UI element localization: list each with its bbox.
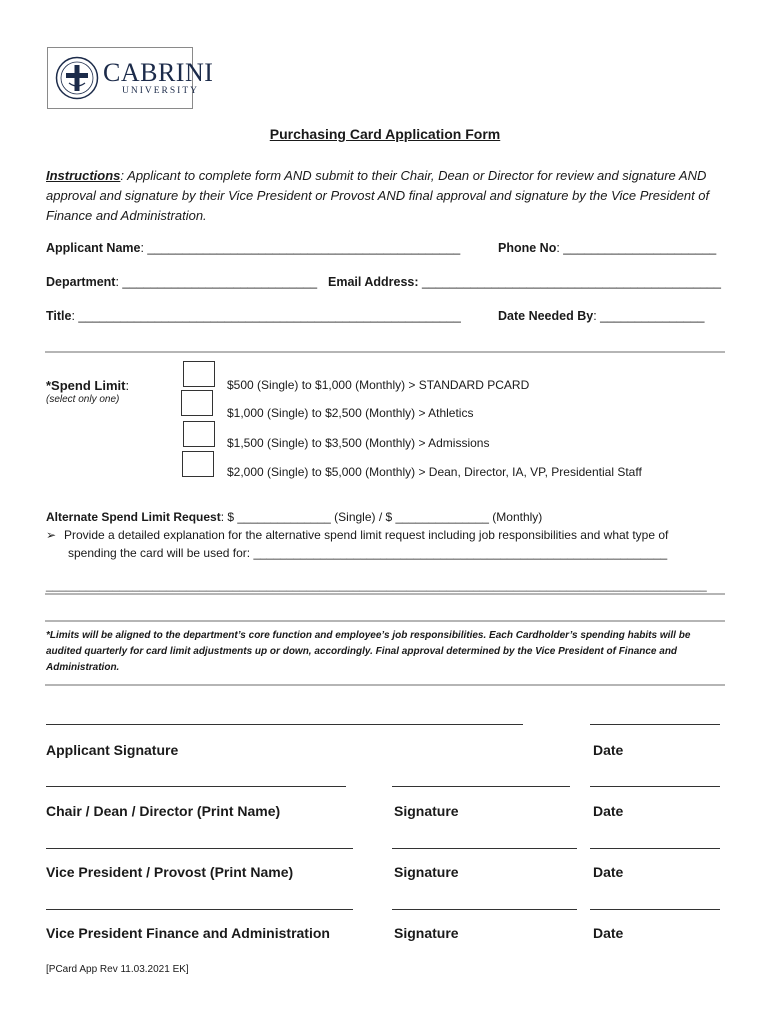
alternate-explanation-line2[interactable]: spending the card will be used for: ______________________________________________________________ <box>68 546 668 560</box>
spend-limit-label-text: *Spend Limit <box>46 378 126 393</box>
vp-provost-name-label: Vice President / Provost (Print Name) <box>46 864 294 880</box>
spend-limit-colon: : <box>125 378 130 393</box>
vp-provost-signature-line[interactable] <box>392 848 577 849</box>
divider <box>45 593 725 595</box>
vp-finance-date-label: Date <box>593 925 624 941</box>
divider <box>45 351 725 353</box>
spend-limit-sublabel: (select only one) <box>46 394 120 405</box>
spend-option-1-label: $500 (Single) to $1,000 (Monthly) > STANDARD PCARD <box>227 378 530 392</box>
department-blank[interactable]: : ____________________________ <box>115 275 318 289</box>
chair-name-line[interactable] <box>46 786 346 787</box>
spend-limit-note: *Limits will be aligned to the department’s core function and employee’s job responsibilities. Each Cardholder’s spending habits will be audited quarterly for card limit adjustments up or down, accordingly. Final approval determined by the Vice President of Finance and Administration. <box>46 630 691 673</box>
alternate-explanation-line1: Provide a detailed explanation for the alternative spend limit request including job responsibilities and what type of <box>64 528 669 542</box>
chair-signature-line[interactable] <box>392 786 570 787</box>
date-needed-blank[interactable]: : _______________ <box>593 309 705 323</box>
email-field[interactable] <box>328 275 721 289</box>
date-needed-field[interactable] <box>498 309 704 323</box>
alternate-spend-limit-field[interactable] <box>46 510 542 524</box>
vp-finance-name-label: Vice President Finance and Administration <box>46 925 330 941</box>
explanation-blank-line[interactable]: ___________________________________________________________________________________________________ <box>46 578 707 592</box>
title-field[interactable] <box>46 309 461 323</box>
university-seal-icon <box>55 56 99 100</box>
title-blank[interactable]: : _______________________________________________________ <box>71 309 461 323</box>
department-field[interactable] <box>46 275 317 289</box>
email-blank[interactable]: ___________________________________________ <box>418 275 721 289</box>
form-revision-footer: [PCard App Rev 11.03.2021 EK] <box>46 964 189 975</box>
phone-blank[interactable]: : ______________________ <box>556 241 717 255</box>
chair-name-label: Chair / Dean / Director (Print Name) <box>46 803 281 819</box>
spend-option-4-label: $2,000 (Single) to $5,000 (Monthly) > Dean, Director, IA, VP, Presidential Staff <box>227 465 642 479</box>
phone-field[interactable] <box>498 241 716 255</box>
spend-option-3-checkbox[interactable] <box>183 421 215 447</box>
spend-limit-label <box>46 378 129 393</box>
vp-finance-signature-line[interactable] <box>392 909 577 910</box>
instructions <box>46 166 736 226</box>
logo-name: CABRINI <box>103 58 214 87</box>
instructions-text: : Applicant to complete form AND submit to their Chair, Dean or Director for review and signature AND approval and signature by their Vice President or Provost AND final approval and signature by the Vice President of Finance and Administration. <box>46 168 710 223</box>
chair-date-line[interactable] <box>590 786 720 787</box>
email-label: Email Address: <box>328 275 419 289</box>
spend-option-2-checkbox[interactable] <box>181 390 213 416</box>
vp-provost-signature-label: Signature <box>394 864 459 880</box>
vp-finance-date-line[interactable] <box>590 909 720 910</box>
applicant-name-label: Applicant Name <box>46 241 141 255</box>
alternate-explanation-prompt <box>46 528 668 542</box>
date-needed-label: Date Needed By <box>498 309 594 323</box>
applicant-date-line[interactable] <box>590 724 720 725</box>
vp-finance-signature-label: Signature <box>394 925 459 941</box>
logo-subtitle: UNIVERSITY <box>122 86 199 96</box>
applicant-signature-line[interactable] <box>46 724 523 725</box>
vp-provost-name-line[interactable] <box>46 848 353 849</box>
vp-finance-name-line[interactable] <box>46 909 353 910</box>
university-logo <box>47 47 214 109</box>
vp-provost-date-line[interactable] <box>590 848 720 849</box>
applicant-signature-label: Applicant Signature <box>46 742 179 758</box>
spend-option-4-checkbox[interactable] <box>182 451 214 477</box>
instructions-label: Instructions <box>46 168 121 183</box>
alternate-spend-limit-label: Alternate Spend Limit Request <box>46 510 221 524</box>
title-label: Title <box>46 309 72 323</box>
arrow-bullet-icon: ➢ <box>46 528 57 542</box>
alternate-spend-limit-blanks[interactable]: : $ ______________ (Single) / $ ______________ (Monthly) <box>220 510 543 524</box>
spend-option-3-label: $1,500 (Single) to $3,500 (Monthly) > Admissions <box>227 436 490 450</box>
spend-option-1-checkbox[interactable] <box>183 361 215 387</box>
applicant-date-label: Date <box>593 742 624 758</box>
vp-provost-date-label: Date <box>593 864 624 880</box>
chair-signature-label: Signature <box>394 803 459 819</box>
applicant-name-field[interactable] <box>46 241 460 255</box>
applicant-name-blank[interactable]: : _____________________________________________ <box>140 241 461 255</box>
divider <box>45 620 725 622</box>
phone-label: Phone No <box>498 241 557 255</box>
department-label: Department <box>46 275 116 289</box>
chair-date-label: Date <box>593 803 624 819</box>
form-title: Purchasing Card Application Form <box>269 126 501 142</box>
spend-option-2-label: $1,000 (Single) to $2,500 (Monthly) > Athletics <box>227 406 474 420</box>
divider <box>45 684 725 686</box>
